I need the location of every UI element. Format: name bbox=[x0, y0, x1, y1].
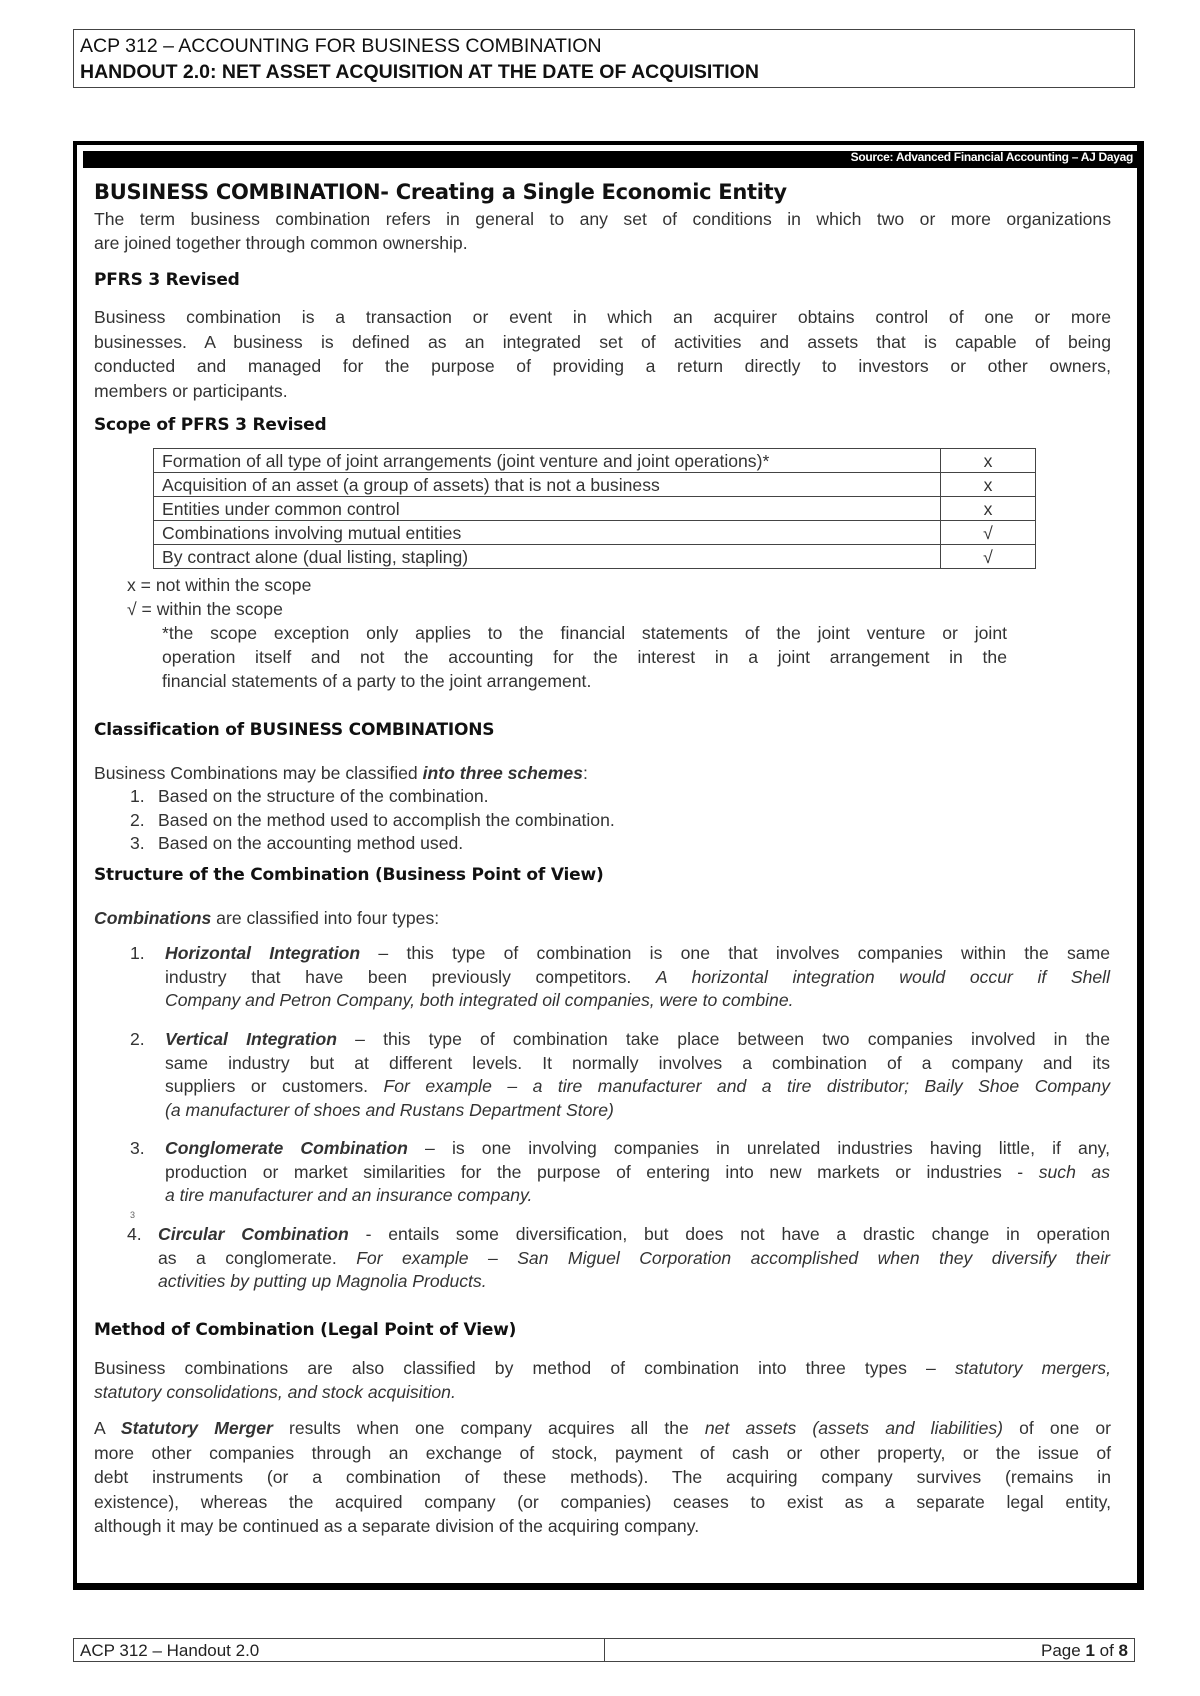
combinations-text: are classified into four types: bbox=[211, 908, 440, 928]
merger-line: more other companies through an exchange of stock, payment of cash or other property, or the issue of bbox=[94, 1442, 1111, 1463]
type-text: – this type of combination is one that involves companies within the same bbox=[360, 943, 1111, 963]
combinations-intro bbox=[94, 906, 439, 930]
type-number: 2. bbox=[130, 1029, 145, 1049]
type-text: industry that have been previously competitors. bbox=[165, 966, 656, 987]
pfrs-line-1: Business combination is a transaction or event in which an acquirer obtains control of one or more bbox=[94, 307, 1111, 327]
scope-item: By contract alone (dual listing, stapling) bbox=[154, 545, 941, 569]
table-row bbox=[154, 449, 1036, 473]
footer-handout: ACP 312 – Handout 2.0 bbox=[80, 1641, 260, 1660]
scope-note-line-1: *the scope exception only applies to the financial statements of the joint venture or joint bbox=[162, 623, 1007, 643]
table-row bbox=[154, 497, 1036, 521]
type-text: production or market similarities for the purpose of entering into new markets or industries - bbox=[165, 1161, 1039, 1182]
type-name: Circular Combination bbox=[158, 1224, 349, 1244]
merger-line: debt instruments (or a combination of these methods). The acquiring company survives (remains in bbox=[94, 1467, 1111, 1487]
type-number: 4. bbox=[127, 1224, 142, 1244]
type-example: such as bbox=[1038, 1161, 1110, 1182]
scope-note-line-2: operation itself and not the accounting for the interest in a joint arrangement in the bbox=[162, 647, 1007, 667]
scope-note-line-3: financial statements of a party to the joint arrangement. bbox=[162, 671, 592, 691]
scope-item: Formation of all type of joint arrangements (joint venture and joint operations)* bbox=[154, 449, 941, 473]
scope-item: Entities under common control bbox=[154, 497, 941, 521]
scope-heading: Scope of PFRS 3 Revised bbox=[94, 415, 327, 435]
legend-check: √ = within the scope bbox=[127, 599, 283, 619]
type-text: - entails some diversification, but does not have a drastic change in operation bbox=[348, 1224, 1110, 1244]
scope-item: Acquisition of an asset (a group of assets) that is not a business bbox=[154, 473, 941, 497]
scheme-text: Based on the accounting method used. bbox=[158, 833, 464, 853]
merger-text: A bbox=[94, 1418, 121, 1438]
schemes-list bbox=[130, 785, 615, 856]
merger-line: although it may be continued as a separate division of the acquiring company. bbox=[94, 1516, 700, 1536]
scope-mark: x bbox=[941, 449, 1036, 473]
scope-item: Combinations involving mutual entities bbox=[154, 521, 941, 545]
merger-term: Statutory Merger bbox=[120, 1418, 273, 1438]
type-number: 1. bbox=[130, 943, 145, 963]
combinations-term: Combinations bbox=[94, 908, 212, 928]
type-text: – this type of combination take place between two companies involved in the bbox=[336, 1029, 1110, 1049]
merger-paragraph bbox=[94, 1416, 1111, 1539]
method-heading: Method of Combination (Legal Point of View) bbox=[94, 1320, 517, 1340]
merger-line: existence), whereas the acquired company (or companies) ceases to exist as a separate legal entity, bbox=[94, 1491, 1111, 1512]
page-number: Page 1 of 8 bbox=[1041, 1641, 1128, 1660]
type-example: a tire manufacturer and an insurance company. bbox=[165, 1185, 533, 1205]
type-text: same industry but at different levels. It normally involves a combination of a company and its bbox=[165, 1052, 1110, 1073]
pfrs-line-3: conducted and managed for the purpose of providing a return directly to investors or other owners, bbox=[94, 356, 1111, 376]
scope-mark: x bbox=[941, 473, 1036, 497]
merger-text: of one or bbox=[1003, 1418, 1112, 1438]
classification-intro bbox=[94, 761, 588, 785]
type-name: Horizontal Integration bbox=[165, 943, 361, 963]
scope-mark: √ bbox=[941, 521, 1036, 545]
pfrs-line-2: businesses. A business is defined as an integrated set of activities and assets that is capable of being bbox=[94, 331, 1111, 352]
scheme-text: Based on the structure of the combination. bbox=[158, 786, 489, 806]
scope-mark: x bbox=[941, 497, 1036, 521]
type-vertical bbox=[165, 1028, 1110, 1122]
type-example: Company and Petron Company, both integrated oil companies, were to combine. bbox=[165, 990, 794, 1010]
type-text: – is one involving companies in unrelated industries having little, if any, bbox=[407, 1138, 1110, 1158]
footnote-mark: 3 bbox=[130, 1210, 136, 1220]
type-text: as a conglomerate. bbox=[158, 1247, 357, 1268]
footer-divider bbox=[604, 1639, 605, 1661]
classification-colon: : bbox=[582, 763, 588, 783]
classification-intro-text: Business Combinations may be classified bbox=[94, 763, 423, 783]
method-emphasis: statutory consolidations, and stock acquisition. bbox=[94, 1382, 456, 1402]
page-title: BUSINESS COMBINATION- Creating a Single Economic Entity bbox=[94, 180, 787, 204]
document-header bbox=[73, 29, 1135, 88]
list-item: 3. Based on the accounting method used. bbox=[130, 833, 464, 853]
merger-emphasis: net assets (assets and liabilities) bbox=[704, 1418, 1004, 1438]
type-name: Vertical Integration bbox=[165, 1029, 337, 1049]
page-footer bbox=[73, 1638, 1135, 1662]
type-horizontal bbox=[165, 942, 1110, 1013]
method-text: Business combinations are also classified by method of combination into three types – bbox=[94, 1358, 955, 1378]
table-row bbox=[154, 473, 1036, 497]
type-example: (a manufacturer of shoes and Rustans Department Store) bbox=[165, 1099, 614, 1120]
type-example: For example – San Miguel Corporation accomplished when they diversify their bbox=[356, 1247, 1110, 1268]
table-row bbox=[154, 545, 1036, 569]
type-example: For example – a tire manufacturer and a tire distributor; Baily Shoe Company bbox=[383, 1076, 1110, 1096]
method-emphasis: statutory mergers, bbox=[954, 1358, 1111, 1378]
list-item: 1. Based on the structure of the combination. bbox=[130, 786, 489, 806]
source-citation: Source: Advanced Financial Accounting – AJ Dayag bbox=[850, 150, 1133, 164]
method-paragraph bbox=[94, 1356, 1111, 1404]
scope-mark: √ bbox=[941, 545, 1036, 569]
type-example: A horizontal integration would occur if Shell bbox=[655, 966, 1110, 987]
intro-line-1: The term business combination refers in general to any set of conditions in which two or more organizations bbox=[94, 209, 1111, 229]
type-text: suppliers or customers. bbox=[165, 1076, 384, 1096]
list-item: 2. Based on the method used to accomplish the combination. bbox=[130, 809, 615, 830]
classification-heading: Classification of BUSINESS COMBINATIONS bbox=[94, 720, 495, 740]
scheme-text: Based on the method used to accomplish the combination. bbox=[158, 809, 615, 830]
scope-table bbox=[153, 448, 1036, 569]
pfrs-heading: PFRS 3 Revised bbox=[94, 270, 240, 290]
type-conglomerate bbox=[165, 1137, 1110, 1208]
course-title: ACP 312 – ACCOUNTING FOR BUSINESS COMBINATION bbox=[80, 35, 602, 57]
intro-line-2: are joined together through common ownership. bbox=[94, 233, 468, 253]
classification-emphasis: into three schemes bbox=[422, 763, 583, 783]
type-number: 3. bbox=[130, 1138, 145, 1158]
type-example: activities by putting up Magnolia Products. bbox=[158, 1271, 487, 1291]
legend-x: x = not within the scope bbox=[127, 575, 312, 595]
pfrs-line-4: members or participants. bbox=[94, 380, 288, 401]
type-name: Conglomerate Combination bbox=[165, 1138, 408, 1158]
handout-title: HANDOUT 2.0: NET ASSET ACQUISITION AT THE DATE OF ACQUISITION bbox=[80, 61, 759, 83]
merger-text: results when one company acquires all the bbox=[272, 1418, 705, 1438]
type-circular bbox=[158, 1223, 1110, 1294]
structure-heading: Structure of the Combination (Business Point of View) bbox=[94, 865, 604, 885]
table-row bbox=[154, 521, 1036, 545]
